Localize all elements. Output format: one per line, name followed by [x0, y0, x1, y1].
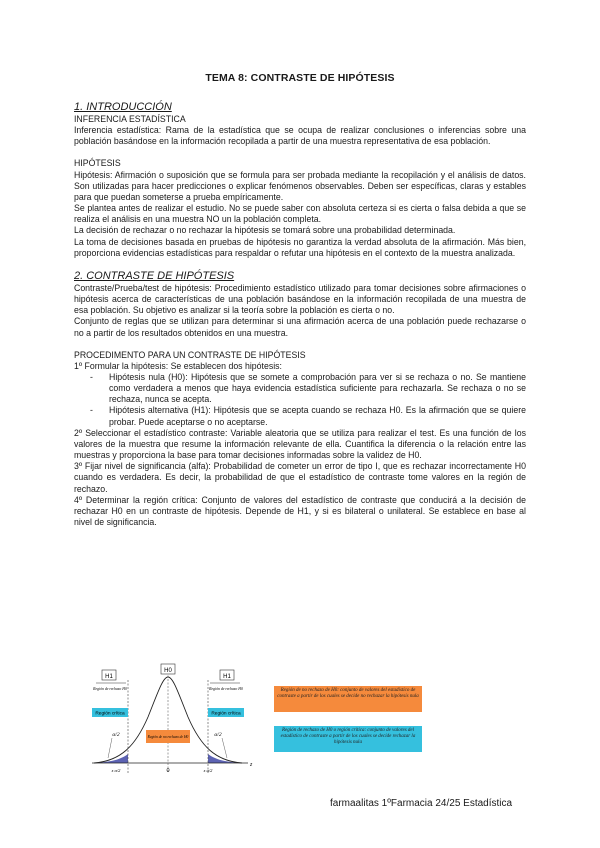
alpha-right: α/2	[214, 732, 222, 738]
section-heading-contraste: 2. CONTRASTE DE HIPÓTESIS	[74, 269, 235, 282]
left-critical-label: Región crítica	[95, 711, 125, 717]
paragraph: Conjunto de reglas que se utilizan para determinar si una afirmación acerca de una población puede rechazarse o no a partir de los resultados obtenidos en una muestra.	[74, 316, 526, 338]
list-item: - Hipótesis alternativa (H1): Hipótesis que se acepta cuando se rechaza H0. Es la afirmación que se quiere probar. Puede aceptarse o no aceptarse.	[74, 405, 526, 427]
normal-distribution-diagram	[90, 662, 280, 777]
left-region-text: Región de rechazo H0	[93, 687, 127, 691]
h0-label: H0	[164, 668, 172, 674]
zero-label: 0	[166, 768, 170, 774]
alpha-right-pointer	[222, 738, 227, 758]
center-nonreject-label: Región de no rechazo de H0	[147, 735, 189, 739]
paragraph: 2º Seleccionar el estadístico contraste: Variable aleatoria que se utiliza para realizar el test. Es una función de los valores de la muestra que resume la información relevante de ella. Cuantifica la diferencia o la relación entre las muestras y proporciona la base para tomar decisiones informadas sobre la validez de H0.	[74, 427, 526, 461]
legend-nonreject-box	[274, 686, 422, 712]
left-tail-area	[94, 754, 128, 763]
paragraph: La decisión de rechazar o no rechazar la hipótesis se tomará sobre una probabilidad determinada.	[74, 225, 456, 236]
page-footer: farmaalitas 1ºFarmacia 24/25 Estadística	[330, 798, 513, 809]
document-body	[74, 101, 526, 528]
paragraph: 4º Determinar la región crítica: Conjunto de valores del estadístico de contraste que conducirá a la decisión de rechazar H0 en un contraste de hipótesis. Depende de H1, y si es bilateral o unilateral. Se establece en base al nivel de significancia.	[74, 494, 526, 527]
right-critical-label: Región crítica	[211, 711, 241, 717]
paragraph: La toma de decisiones basada en pruebas de hipótesis no garantiza la verdad absoluta de la afirmación. Más bien, proporciona evidencias estadísticas para respaldar o refutar una hipótesis en el contexto de la muestra analizada.	[74, 236, 526, 258]
section-heading-introduccion: 1. INTRODUCCIÓN	[74, 101, 172, 113]
right-tail-area	[208, 754, 242, 763]
h1-left-label: H1	[105, 674, 113, 680]
alpha-left: α/2	[112, 732, 120, 738]
subheading-procedimiento: PROCEDIMENTO PARA UN CONTRASTE DE HIPÓTESIS	[74, 349, 306, 360]
legend-nonreject-text: Región de no rechazo de H0: conjunto de valores del estadístico de contraste a partir de los cuales se decide no rechazar la hipótesis nula	[277, 688, 419, 699]
subheading-inferencia: INFERENCIA ESTADÍSTICA	[74, 114, 186, 124]
paragraph: 1º Formular la hipótesis: Se establecen dos hipótesis:	[74, 360, 282, 371]
h1-right-label: H1	[223, 674, 231, 680]
paragraph: Contraste/Prueba/test de hipótesis: Procedimiento estadístico utilizado para tomar decisiones sobre afirmaciones o hipótesis acerca de características de una población basándose en la información recopilada de una muestra de esa población. Su objetivo es analizar si la teoría sobre la población es cierta o no.	[74, 282, 526, 316]
alpha-left-pointer	[108, 738, 112, 758]
z-right-label: z α/2	[203, 768, 213, 773]
hypothesis-test-figure	[90, 662, 530, 777]
right-region-text: Región de rechazo H0	[209, 687, 243, 691]
legend-reject-box	[274, 726, 422, 752]
paragraph: 3º Fijar nivel de significancia (alfa): Probabilidad de cometer un error de tipo I, que es rechazar incorrectamente H0 cuando es verdadera. Es decir, la probabilidad de que el estadístico de contraste tome valores en la región de rechazo.	[74, 461, 526, 494]
list-item: - Hipótesis nula (H0): Hipótesis que se somete a comprobación para ver si se rechaza o no. Se mantiene como verdadera a menos que haya evidencia estadística suficiente para rechazarla. Se rechaza o no se rechaza, nunca se acepta.	[74, 372, 526, 405]
axis-z-label: z	[250, 762, 253, 768]
z-left-label: z α/2	[111, 768, 121, 773]
page-title: TEMA 8: CONTRASTE DE HIPÓTESIS	[205, 72, 395, 84]
hypothesis-list	[74, 372, 526, 428]
paragraph: Se plantea antes de realizar el estudio. No se puede saber con absoluta certeza si es cierta o falsa debida a que se realiza el análisis en una muestra NO un la población completa.	[74, 203, 526, 225]
legend-reject-text: Región de rechazo de H0 o región crítica: conjunto de valores del estadístico de contraste a partir de los cuales se decide rechazar la hipótesis nula	[280, 728, 416, 745]
paragraph: Inferencia estadística: Rama de la estadística que se ocupa de realizar conclusiones o inferencias sobre una población basándose en la información recopilada a partir de una muestra representativa de esa población.	[74, 125, 526, 147]
paragraph: Hipótesis: Afirmación o suposición que se formula para ser probada mediante la recopilación y el análisis de datos. Son utilizadas para hacer predicciones o explicar fenómenos observables. Deben ser específicas, claras y estables para que puedan someterse a prueba empíricamente.	[74, 169, 526, 202]
subheading-hipotesis: HIPÓTESIS	[74, 158, 121, 169]
